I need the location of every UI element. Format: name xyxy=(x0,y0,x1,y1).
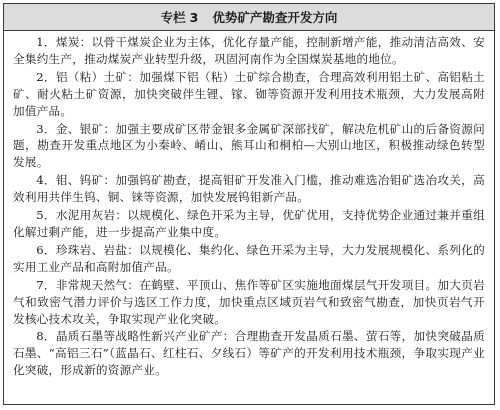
paragraph-molybdenum-tungsten: 4．钼、钨矿：加强钨矿勘查，提高钼矿开发准入门槛，推动难选冶钼矿选冶攻关，高效利用共伴生钨、铜、铼等资源，加快发展钨钼新产品。 xyxy=(13,173,485,205)
column-header xyxy=(4,4,494,31)
column-title: 优势矿产勘查开发方向 xyxy=(212,10,338,25)
paragraph-graphite: 8．晶质石墨等战略性新兴产业矿产：合理勘查开发晶质石墨、萤石等，加快突破晶质石墨、“高铝三石”（蓝晶石、红柱石、夕线石）等矿产的开发利用技术瓶颈，争取实现产业化突破，形成新的资源产业。 xyxy=(13,329,485,378)
column-label: 专栏 xyxy=(160,10,186,25)
column-box xyxy=(3,3,495,405)
paragraph-coal: 1．煤炭：以骨干煤炭企业为主体，优化存量产能，控制新增产能，推动清洁高效、安全集约生产，推动煤炭产业转型升级，巩固河南作为全国煤炭基地的地位。 xyxy=(13,35,485,66)
paragraph-perlite-salt: 6．珍珠岩、岩盐：以规模化、集约化、绿色开采为主导，大力发展规模化、系列化的实用工业产品和高附加值产品。 xyxy=(13,242,485,274)
paragraph-limestone: 5．水泥用灰岩：以规模化、绿色开采为主导，优矿优用，支持优势企业通过兼并重组化解过剩产能，进一步提高产业集中度。 xyxy=(13,208,485,239)
paragraph-gold-silver: 3．金、银矿：加强主要成矿区带金银多金属矿深部找矿，解决危机矿山的后备资源问题，勘查开发重点地区为小秦岭、崤山、熊耳山和桐柏—大别山地区，积极推动绿色转型发展。 xyxy=(13,121,485,170)
paragraph-natural-gas: 7．非常规天然气：在鹤壁、平顶山、焦作等矿区实施地面煤层气开发项目。加大页岩气和致密气潜力评价与选区工作力度，加快重点区域页岩气和致密气勘查，加快页岩气开发核心技术攻关，争取实现产业化突破。 xyxy=(13,277,485,326)
column-body xyxy=(4,31,494,379)
column-number: 3 xyxy=(189,9,199,25)
paragraph-bauxite: 2．铝（粘）土矿：加强煤下铝（粘）土矿综合勘查，合理高效利用铝土矿、高铝粘土矿、耐火粘土矿资源，加快突破伴生锂、镓、铷等资源开发利用技术瓶颈，大力发展高附加值产品。 xyxy=(13,69,485,118)
